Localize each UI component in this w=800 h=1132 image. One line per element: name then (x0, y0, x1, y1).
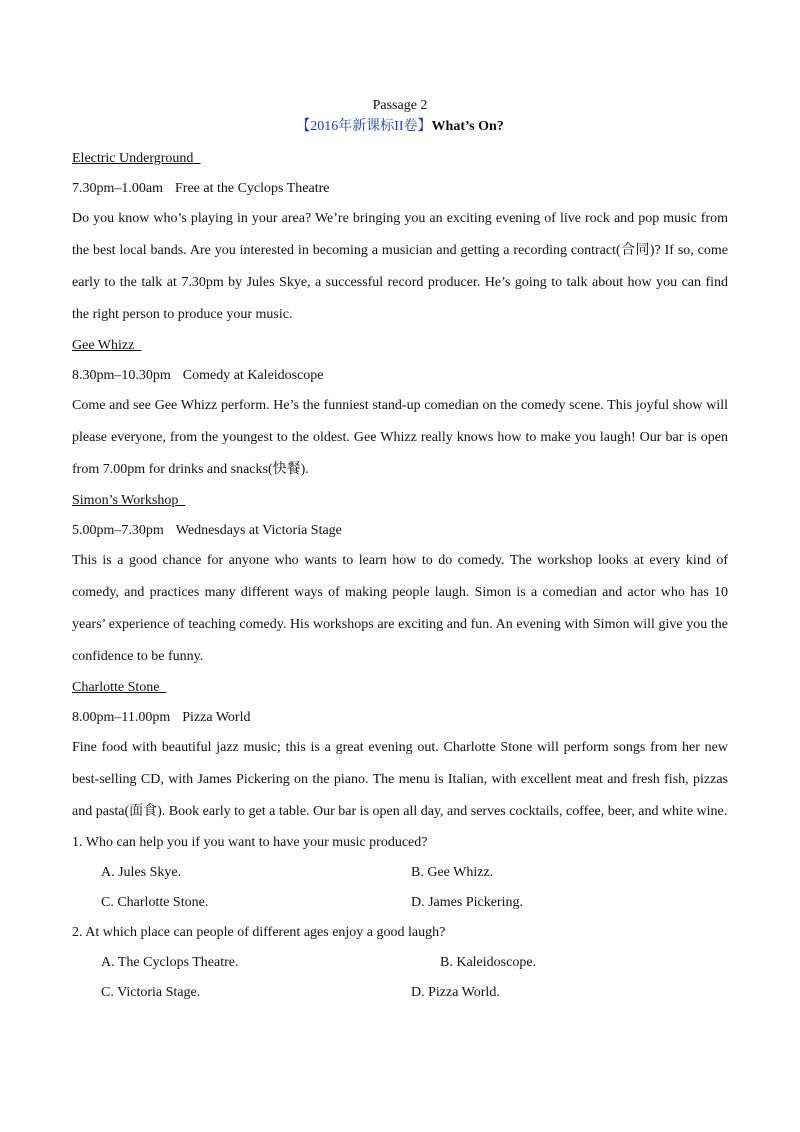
event-place: Pizza World (182, 710, 251, 725)
event-charlotte-stone (72, 673, 728, 828)
question-1 (72, 828, 728, 918)
event-place: Free at the Cyclops Theatre (175, 181, 330, 196)
option-b: B. Gee Whizz. (411, 865, 494, 880)
option-d: D. Pizza World. (411, 985, 500, 1000)
options-row (72, 978, 728, 1008)
document-page (72, 96, 728, 1008)
event-place: Comedy at Kaleidoscope (182, 368, 324, 383)
event-time (72, 361, 728, 390)
exam-source-tag: 【2016年新课标II卷】 (296, 119, 432, 134)
event-hours: 7.30pm–1.00am (72, 181, 163, 196)
event-description: Come and see Gee Whizz perform. He’s the funniest stand-up comedian on the comedy scene. This joyful show will please everyone, from the youngest to the oldest. Gee Whizz really knows how to make you laugh! Our bar is open from 7.00pm for drinks and snacks(快餐). (72, 398, 728, 477)
event-gee-whizz (72, 331, 728, 486)
event-hours: 8.00pm–11.00pm (72, 710, 171, 725)
option-c: C. Charlotte Stone. (101, 895, 209, 910)
passage-label: Passage 2 (372, 98, 428, 113)
event-simons-workshop (72, 486, 728, 673)
question-text: 1. Who can help you if you want to have your music produced? (72, 835, 428, 850)
option-a: A. The Cyclops Theatre. (101, 955, 239, 970)
question-2 (72, 918, 728, 1008)
options-row (72, 888, 728, 918)
event-description: This is a good chance for anyone who wants to learn how to do comedy. The workshop looks at every kind of comedy, and practices many different ways of making people laugh. Simon is a comedian and actor who has 10 years’ experience of teaching comedy. His workshops are exciting and fun. An evening with Simon will give you the confidence to be funny. (72, 553, 728, 664)
options-row (72, 948, 728, 978)
event-time (72, 516, 728, 545)
event-title: Electric Underground (72, 151, 201, 166)
event-title: Simon’s Workshop (72, 493, 186, 508)
option-c: C. Victoria Stage. (101, 985, 201, 1000)
option-a: A. Jules Skye. (101, 865, 182, 880)
passage-title (72, 116, 728, 138)
event-place: Wednesdays at Victoria Stage (175, 523, 342, 538)
event-time (72, 703, 728, 732)
event-electric-underground (72, 144, 728, 331)
options-row (72, 858, 728, 888)
event-hours: 8.30pm–10.30pm (72, 368, 171, 383)
event-description: Fine food with beautiful jazz music; this is a great evening out. Charlotte Stone will perform songs from her new best-selling CD, with James Pickering on the piano. The menu is Italian, with excellent meat and fresh fish, pizzas and pasta(面食). Book early to get a table. Our bar is open all day, and serves cocktails, coffee, beer, and white wine. (72, 740, 728, 819)
event-title: Charlotte Stone (72, 680, 167, 695)
event-hours: 5.00pm–7.30pm (72, 523, 164, 538)
option-b: B. Kaleidoscope. (440, 955, 537, 970)
event-time (72, 174, 728, 203)
option-d: D. James Pickering. (411, 895, 523, 910)
question-text: 2. At which place can people of different ages enjoy a good laugh? (72, 925, 446, 940)
event-description: Do you know who’s playing in your area? We’re bringing you an exciting evening of live rock and pop music from the best local bands. Are you interested in becoming a musician and getting a recording contract(合同)? If so, come early to the talk at 7.30pm by Jules Skye, a successful record producer. He’s going to talk about how you can find the right person to produce your music. (72, 211, 728, 322)
article-title: What’s On? (431, 119, 504, 134)
event-title: Gee Whizz (72, 338, 142, 353)
